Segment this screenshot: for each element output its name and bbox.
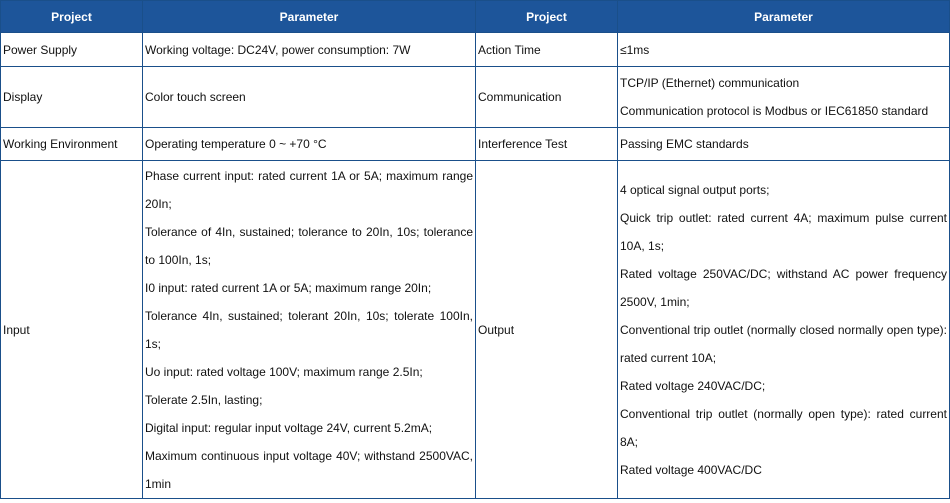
project-cell: Output: [476, 161, 618, 499]
parameter-cell: [143, 128, 476, 161]
parameter-line: Phase current input: rated current 1A or 5A; maximum range 20In;: [145, 168, 473, 211]
parameter-line: Tolerance of 4In, sustained; tolerance to 20In, 10s; tolerance to 100In, 1s;: [145, 224, 473, 267]
parameter-line: Rated voltage 250VAC/DC; withstand AC power frequency 2500V, 1min;: [620, 266, 947, 309]
parameter-line: Tolerate 2.5In, lasting;: [145, 392, 263, 407]
project-cell: Power Supply: [1, 33, 143, 67]
project-cell: Display: [1, 67, 143, 128]
parameter-line: Operating temperature 0 ~ +70 °C: [145, 137, 327, 151]
project-cell: Communication: [476, 67, 618, 128]
header-project-right: Project: [476, 1, 618, 33]
header-parameter-left: Parameter: [143, 1, 476, 33]
table-row: [1, 33, 950, 67]
parameter-line: Color touch screen: [145, 90, 246, 104]
table-body: [1, 33, 950, 499]
parameter-line: Conventional trip outlet (normally closed normally open type): rated current 10A;: [620, 322, 947, 365]
parameter-line: TCP/IP (Ethernet) communication: [620, 76, 800, 90]
parameter-line: Passing EMC standards: [620, 137, 749, 151]
parameter-line: Working voltage: DC24V, power consumption: 7W: [145, 42, 411, 57]
table-row: [1, 128, 950, 161]
parameter-cell: [618, 67, 950, 128]
table-row: [1, 161, 950, 499]
parameter-line: Quick trip outlet: rated current 4A; maximum pulse current 10A, 1s;: [620, 210, 947, 253]
parameter-cell: [143, 161, 476, 499]
parameter-line: Conventional trip outlet (normally open type): rated current 8A;: [620, 406, 947, 449]
project-cell: Input: [1, 161, 143, 499]
parameter-cell: [143, 67, 476, 128]
project-cell: Working Environment: [1, 128, 143, 161]
parameter-cell: [618, 33, 950, 67]
parameter-line: Uo input: rated voltage 100V; maximum range 2.5In;: [145, 364, 423, 379]
parameter-line: Maximum continuous input voltage 40V; withstand 2500VAC, 1min: [145, 448, 473, 491]
parameter-line: I0 input: rated current 1A or 5A; maximum range 20In;: [145, 280, 432, 295]
parameter-line: Tolerance 4In, sustained; tolerant 20In, 10s; tolerate 100In, 1s;: [145, 308, 473, 351]
parameter-line: Communication protocol is Modbus or IEC61850 standard: [620, 104, 929, 118]
parameter-cell: [143, 33, 476, 67]
project-cell: Action Time: [476, 33, 618, 67]
header-row: [1, 1, 950, 33]
parameter-cell: [618, 128, 950, 161]
parameter-line: Rated voltage 240VAC/DC;: [620, 378, 766, 393]
table-row: [1, 67, 950, 128]
parameter-line: ≤1ms: [620, 42, 650, 57]
parameter-line: 4 optical signal output ports;: [620, 182, 770, 197]
table-header: [1, 1, 950, 33]
parameter-cell: [618, 161, 950, 499]
project-cell: Interference Test: [476, 128, 618, 161]
parameter-line: Digital input: regular input voltage 24V, current 5.2mA;: [145, 420, 433, 435]
header-parameter-right: Parameter: [618, 1, 950, 33]
header-project-left: Project: [1, 1, 143, 33]
parameter-line: Rated voltage 400VAC/DC: [620, 462, 762, 477]
